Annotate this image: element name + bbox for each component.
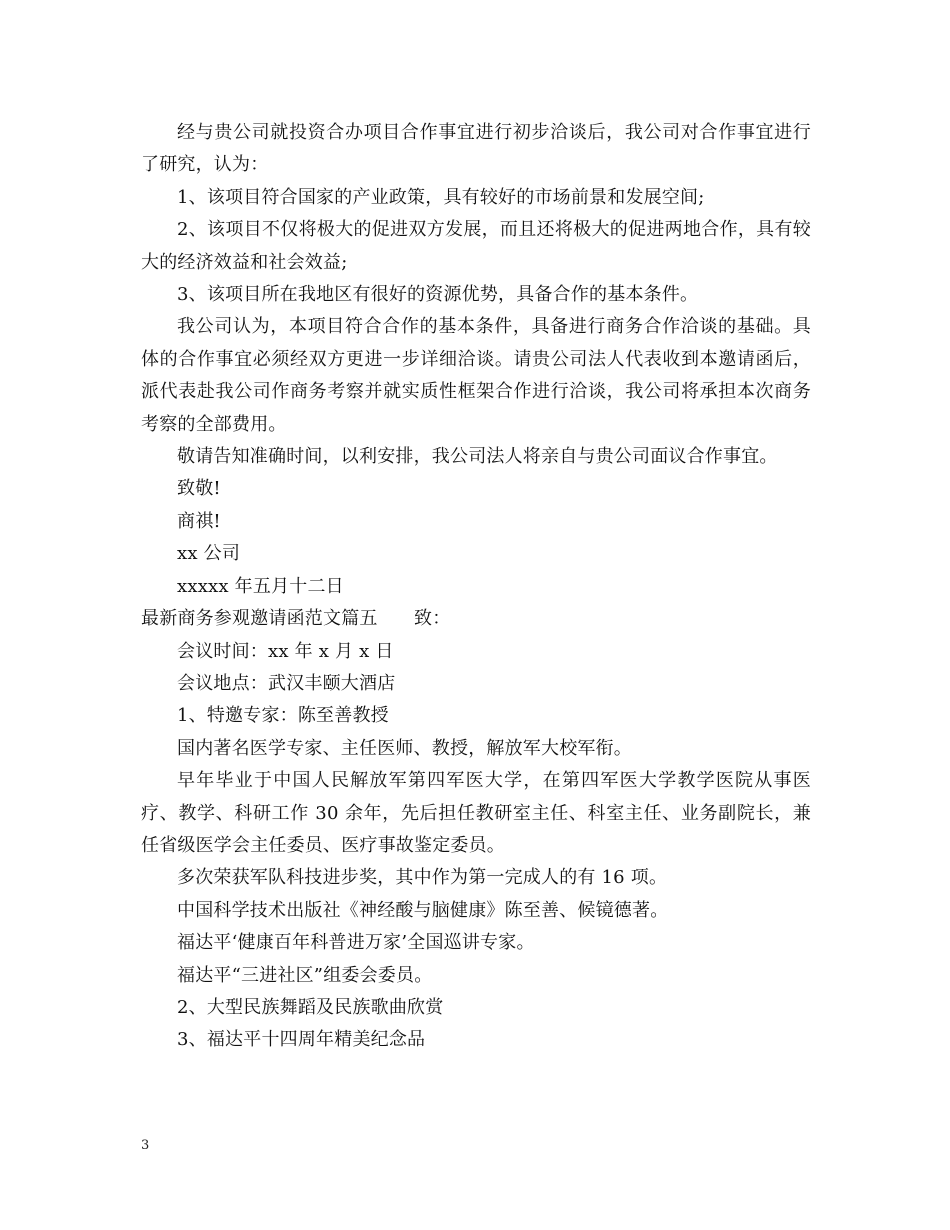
paragraph: 福达平“三进社区”组委会委员。 — [177, 964, 433, 986]
paragraph: 多次荣获军队科技进步奖，其中作为第一完成人的有 16 项。 — [177, 867, 668, 889]
list-item: 1、特邀专家：陈至善教授 — [177, 705, 389, 727]
closing-greeting: 商祺! — [177, 510, 221, 532]
closing-salutation: 致敬! — [177, 478, 221, 500]
signature-company: xx 公司 — [177, 543, 241, 565]
paragraph: 早年毕业于中国人民解放军第四军医大学，在第四军医大学教学医院从事医疗、教学、科研工作 30 余年，先后担任教研室主任、科室主任、业务副院长，兼任省级医学会主任委员、医疗事故鉴定委员。 — [141, 770, 811, 856]
paragraph: 福达平‘健康百年科普进万家’全国巡讲专家。 — [177, 932, 535, 954]
paragraph: 国内著名医学专家、主任医师、教授，解放军大校军衔。 — [177, 737, 632, 759]
page-number: 3 — [141, 1138, 150, 1153]
signature-date: xxxxx 年五月十二日 — [177, 575, 344, 597]
section-heading: 最新商务参观邀请函范文篇五 致： — [141, 608, 451, 630]
paragraph: 2、该项目不仅将极大的促进双方发展，而且还将极大的促进两地合作，具有较大的经济效益和社会效益; — [141, 219, 811, 273]
paragraph: 经与贵公司就投资合办项目合作事宜进行初步洽谈后，我公司对合作事宜进行了研究，认为： — [141, 122, 811, 176]
document-body — [141, 117, 811, 1057]
list-item: 2、大型民族舞蹈及民族歌曲欣赏 — [177, 996, 444, 1018]
meeting-time: 会议时间：xx 年 x 月 x 日 — [177, 640, 394, 662]
paragraph: 中国科学技术出版社《神经酸与脑健康》陈至善、候镜德著。 — [177, 899, 669, 921]
paragraph: 3、该项目所在我地区有很好的资源优势，具备合作的基本条件。 — [177, 284, 699, 306]
meeting-location: 会议地点：武汉丰颐大酒店 — [177, 672, 396, 694]
paragraph: 我公司认为，本项目符合合作的基本条件，具备进行商务合作洽谈的基础。具体的合作事宜必须经双方更进一步详细洽谈。请贵公司法人代表收到本邀请函后，派代表赴我公司作商务考察并就实质性框架合作进行洽谈，我公司将承担本次商务考察的全部费用。 — [141, 316, 811, 435]
list-item: 3、福达平十四周年精美纪念品 — [177, 1029, 426, 1051]
paragraph: 1、该项目符合国家的产业政策，具有较好的市场前景和发展空间; — [177, 186, 705, 208]
paragraph: 敬请告知准确时间，以利安排，我公司法人将亲自与贵公司面议合作事宜。 — [177, 446, 778, 468]
